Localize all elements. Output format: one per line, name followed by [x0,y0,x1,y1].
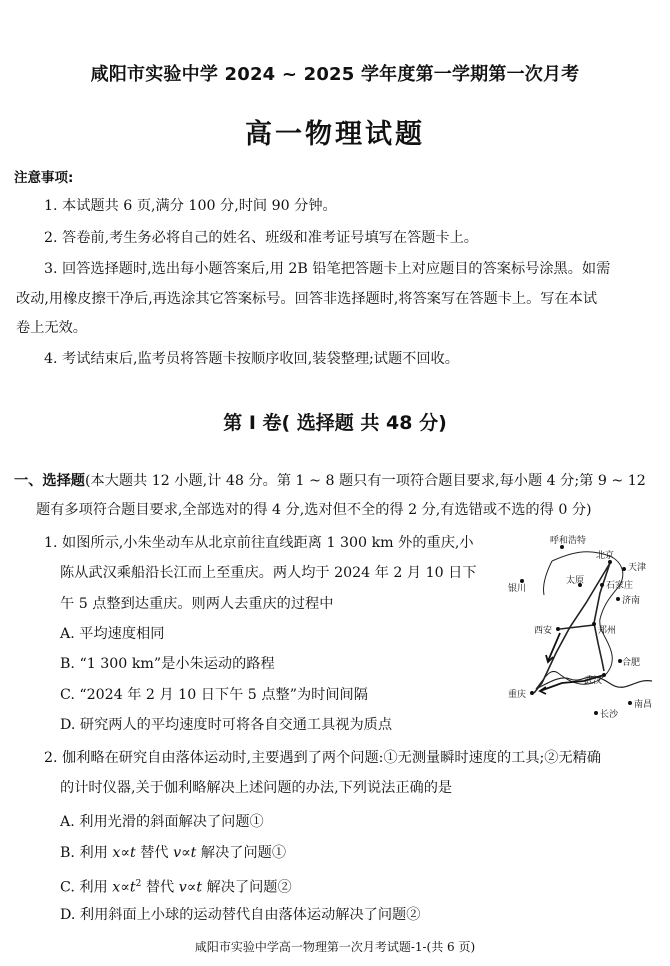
q2-stem-line-1: 2. 伽利略在研究自由落体运动时,主要遇到了两个问题:①无测量瞬时速度的工具;②无精确 [44,750,602,766]
q1-option-c: C. “2024 年 2 月 10 日下午 5 点整”为时间间隔 [60,687,368,703]
map-dot-tianjin [622,567,626,571]
map-dot-chongqing [530,691,534,695]
q2-option-c [60,874,292,898]
map-dot-nanchang [628,701,632,705]
q2-option-b-post: 解决了问题① [196,845,287,861]
q2-option-b-mid: 替代 [135,845,174,861]
rail-beijing-zhengzhou [594,563,610,623]
map-label-zhengzhou: 郑州 [598,626,617,636]
q1-stem-line-1: 1. 如图所示,小朱坐动车从北京前往直线距离 1 300 km 外的重庆,小 [44,535,474,551]
formula-x-prop-t2: x∝t [112,879,136,896]
q2-option-c-mid: 替代 [141,879,179,896]
notice-line-3-cont: 改动,用橡皮擦干净后,再选涂其它答案标号。回答非选择题时,将答案写在答题卡上。写在本试 [16,291,598,307]
q1-option-b: B. “1 300 km”是小朱运动的路程 [60,656,275,672]
map-label-chongqing: 重庆 [508,690,527,700]
map-label-shijiazhuang: 石家庄 [606,581,634,591]
section-intro-text: (本大题共 12 小题,计 48 分。第 1 ~ 8 题只有一项符合题目要求,每小题 4 分;第 9 ~ 12 [84,473,646,489]
map-dot-shijiazhuang [600,583,604,587]
notice-line-3: 3. 回答选择题时,选出每小题答案后,用 2B 铅笔把答题卡上对应题目的答案标号涂黑。如需 [44,261,611,277]
notice-line-1: 1. 本试题共 6 页,满分 100 分,时间 90 分钟。 [44,198,337,214]
notice-heading: 注意事项: [14,170,74,186]
q1-stem-line-3: 午 5 点整到达重庆。则两人去重庆的过程中 [60,596,334,612]
map-label-beijing: 北京 [596,551,615,561]
q2-option-b [60,843,286,863]
q2-option-a: A. 利用光滑的斜面解决了问题① [60,814,264,830]
route-map-figure [500,533,662,723]
map-label-nanchang: 南昌 [634,700,653,710]
map-label-jinan: 济南 [622,596,641,606]
map-dot-jinan [616,597,620,601]
map-dot-zhengzhou [592,622,596,626]
formula-v-prop-t-c: v∝t [178,879,203,896]
q2-stem-line-2: 的计时仪器,关于伽利略解决上述问题的办法,下列说法正确的是 [60,780,453,796]
map-label-tianjin: 天津 [628,563,647,573]
subject-title: 高一物理试题 [245,119,425,150]
q2-option-d: D. 利用斜面上小球的运动替代自由落体运动解决了问题② [60,907,421,923]
notice-line-3-end: 卷上无效。 [16,320,87,336]
q2-option-c-pre: C. 利用 [60,879,113,896]
map-label-xian: 西安 [534,626,553,636]
formula-v-prop-t: v∝t [173,845,197,861]
map-dot-wuhan [602,673,606,677]
section-intro-line-2: 题有多项符合题目要求,全部选对的得 4 分,选对但不全的得 2 分,有选错或不选的得 0 分) [36,502,592,518]
map-label-yinchuan: 银川 [508,584,527,594]
page-footer: 咸阳市实验中学高一物理第一次月考试题-1-(共 6 页) [194,940,476,954]
q2-option-b-pre: B. 利用 [60,845,113,861]
section-intro-line-1 [14,471,646,491]
q2-option-c-post: 解决了问题② [202,879,292,896]
map-label-hohhot: 呼和浩特 [550,536,587,546]
formula-x-prop-t: x∝t [112,845,136,861]
q1-option-a: A. 平均速度相同 [60,626,165,642]
section-title: 第 Ⅰ 卷( 选择题 共 48 分) [223,412,447,434]
rail-xian-zhengzhou [560,625,594,629]
map-label-taiyuan: 太原 [566,576,585,586]
notice-line-2: 2. 答卷前,考生务必将自己的姓名、班级和准考证号填写在答题卡上。 [44,230,478,246]
q1-option-d: D. 研究两人的平均速度时可将各自交通工具视为质点 [60,717,393,733]
map-label-hefei: 合肥 [622,658,641,668]
q1-stem-line-2: 陈从武汉乘船沿长江而上至重庆。两人均于 2024 年 2 月 10 日下 [60,565,477,581]
notice-line-4: 4. 考试结束后,监考员将答题卡按顺序收回,装袋整理;试题不回收。 [44,351,459,367]
exam-title: 咸阳市实验中学 2024 ~ 2025 学年度第一学期第一次月考 [90,64,580,85]
map-dot-xian [556,627,560,631]
map-dot-changsha [594,711,598,715]
formula-exponent: 2 [135,879,142,889]
section-intro-lead: 一、选择题 [14,473,85,489]
map-label-wuhan: 武汉 [584,676,603,686]
map-dot-yinchuan [520,579,524,583]
map-label-changsha: 长沙 [600,710,619,720]
